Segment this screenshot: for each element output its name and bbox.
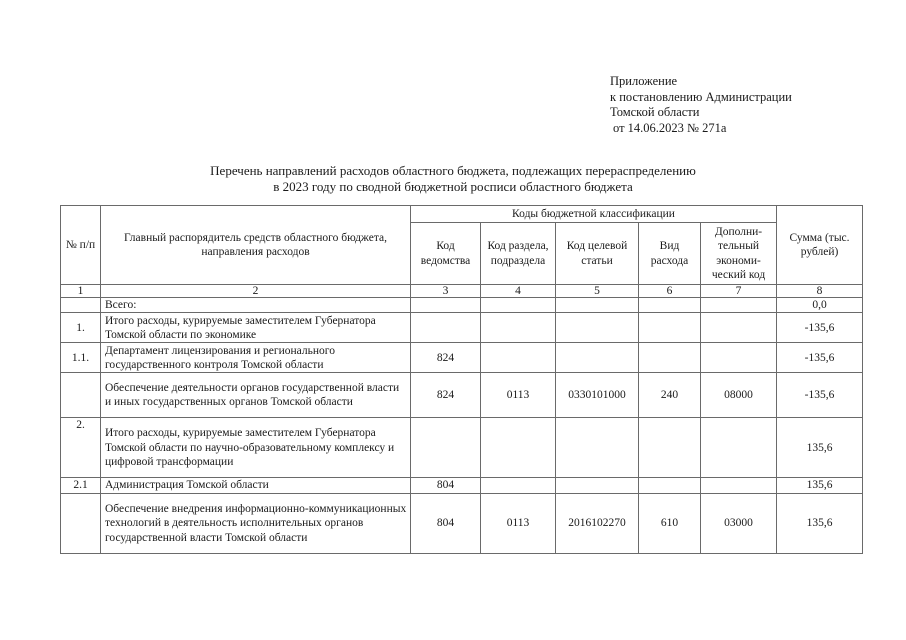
table-row <box>61 373 863 418</box>
table-row <box>61 343 863 373</box>
header-sum: Сумма (тыс. рублей) <box>777 206 863 285</box>
header-extra-code: Дополни-тельный экономи-ческий код <box>701 223 777 285</box>
row-description: Итого расходы, курируемые заместителем Губернатора Томской области по научно-образовательному комплексу и цифровой трансформации <box>101 418 411 478</box>
row-expense-type <box>639 298 701 313</box>
document-title <box>60 163 846 194</box>
row-sum: 135,6 <box>777 418 863 478</box>
row-section-code <box>481 478 556 493</box>
row-expense-type <box>639 478 701 493</box>
row-target-code: 2016102270 <box>556 493 639 553</box>
column-index-row <box>61 285 863 298</box>
row-sum: 135,6 <box>777 493 863 553</box>
table-row <box>61 418 863 478</box>
row-num <box>61 298 101 313</box>
column-index: 2 <box>101 285 411 298</box>
column-index: 3 <box>411 285 481 298</box>
column-index: 6 <box>639 285 701 298</box>
table-row <box>61 478 863 493</box>
appendix-block <box>610 74 792 136</box>
row-dept-code: 824 <box>411 343 481 373</box>
column-index: 8 <box>777 285 863 298</box>
header-codes-group: Коды бюджетной классификации <box>411 206 777 223</box>
row-dept-code <box>411 418 481 478</box>
row-dept-code: 804 <box>411 493 481 553</box>
column-index: 5 <box>556 285 639 298</box>
appendix-date-line: от 14.06.2023 № 271а <box>613 120 727 135</box>
row-num: 1. <box>61 313 101 343</box>
row-expense-type <box>639 418 701 478</box>
row-expense-type <box>639 313 701 343</box>
row-section-code <box>481 343 556 373</box>
row-target-code <box>556 343 639 373</box>
row-section-code <box>481 313 556 343</box>
row-sum: 135,6 <box>777 478 863 493</box>
row-num: 2. <box>61 418 101 478</box>
row-extra-code <box>701 343 777 373</box>
row-sum: -135,6 <box>777 373 863 418</box>
row-expense-type <box>639 343 701 373</box>
row-description: Итого расходы, курируемые заместителем Губернатора Томской области по экономике <box>101 313 411 343</box>
row-num <box>61 373 101 418</box>
row-target-code <box>556 298 639 313</box>
row-expense-type: 610 <box>639 493 701 553</box>
row-section-code: 0113 <box>481 493 556 553</box>
table-row <box>61 313 863 343</box>
title-line-2: в 2023 году по сводной бюджетной росписи областного бюджета <box>273 178 633 194</box>
row-target-code <box>556 478 639 493</box>
appendix-line-3: Томской области <box>610 105 700 119</box>
header-dept-code: Код ведомства <box>411 223 481 285</box>
row-description: Обеспечение деятельности органов государственной власти и иных государственных органов Томской области <box>101 373 411 418</box>
row-extra-code: 08000 <box>701 373 777 418</box>
row-expense-type: 240 <box>639 373 701 418</box>
row-target-code: 0330101000 <box>556 373 639 418</box>
row-extra-code <box>701 298 777 313</box>
row-description: Всего: <box>101 298 411 313</box>
row-dept-code: 804 <box>411 478 481 493</box>
header-section-code: Код раздела, подраздела <box>481 223 556 285</box>
row-num <box>61 493 101 553</box>
row-section-code <box>481 418 556 478</box>
row-extra-code <box>701 478 777 493</box>
title-line-1: Перечень направлений расходов областного бюджета, подлежащих перераспределению <box>210 163 696 178</box>
row-description: Администрация Томской области <box>101 478 411 493</box>
budget-table <box>60 205 863 554</box>
row-section-code: 0113 <box>481 373 556 418</box>
row-num: 1.1. <box>61 343 101 373</box>
column-index: 1 <box>61 285 101 298</box>
row-sum: -135,6 <box>777 343 863 373</box>
header-target-code: Код целевой статьи <box>556 223 639 285</box>
row-num: 2.1 <box>61 478 101 493</box>
row-target-code <box>556 418 639 478</box>
row-target-code <box>556 313 639 343</box>
row-extra-code <box>701 313 777 343</box>
row-sum: -135,6 <box>777 313 863 343</box>
row-dept-code <box>411 298 481 313</box>
table-row-total <box>61 298 863 313</box>
column-index: 4 <box>481 285 556 298</box>
header-row-1 <box>61 206 863 223</box>
header-expense-type: Вид расхода <box>639 223 701 285</box>
column-index: 7 <box>701 285 777 298</box>
row-dept-code: 824 <box>411 373 481 418</box>
row-description: Департамент лицензирования и регионального государственного контроля Томской области <box>101 343 411 373</box>
header-num: № п/п <box>61 206 101 285</box>
row-extra-code: 03000 <box>701 493 777 553</box>
row-sum: 0,0 <box>777 298 863 313</box>
appendix-line-1: Приложение <box>610 74 678 88</box>
row-section-code <box>481 298 556 313</box>
row-description: Обеспечение внедрения информационно-коммуникационных технологий в деятельность исполнительных органов государственной власти Томской области <box>101 493 411 553</box>
table-row <box>61 493 863 553</box>
header-description: Главный распорядитель средств областного бюджета, направления расходов <box>101 206 411 285</box>
appendix-line-2: к постановлению Администрации <box>610 89 792 104</box>
row-dept-code <box>411 313 481 343</box>
row-extra-code <box>701 418 777 478</box>
